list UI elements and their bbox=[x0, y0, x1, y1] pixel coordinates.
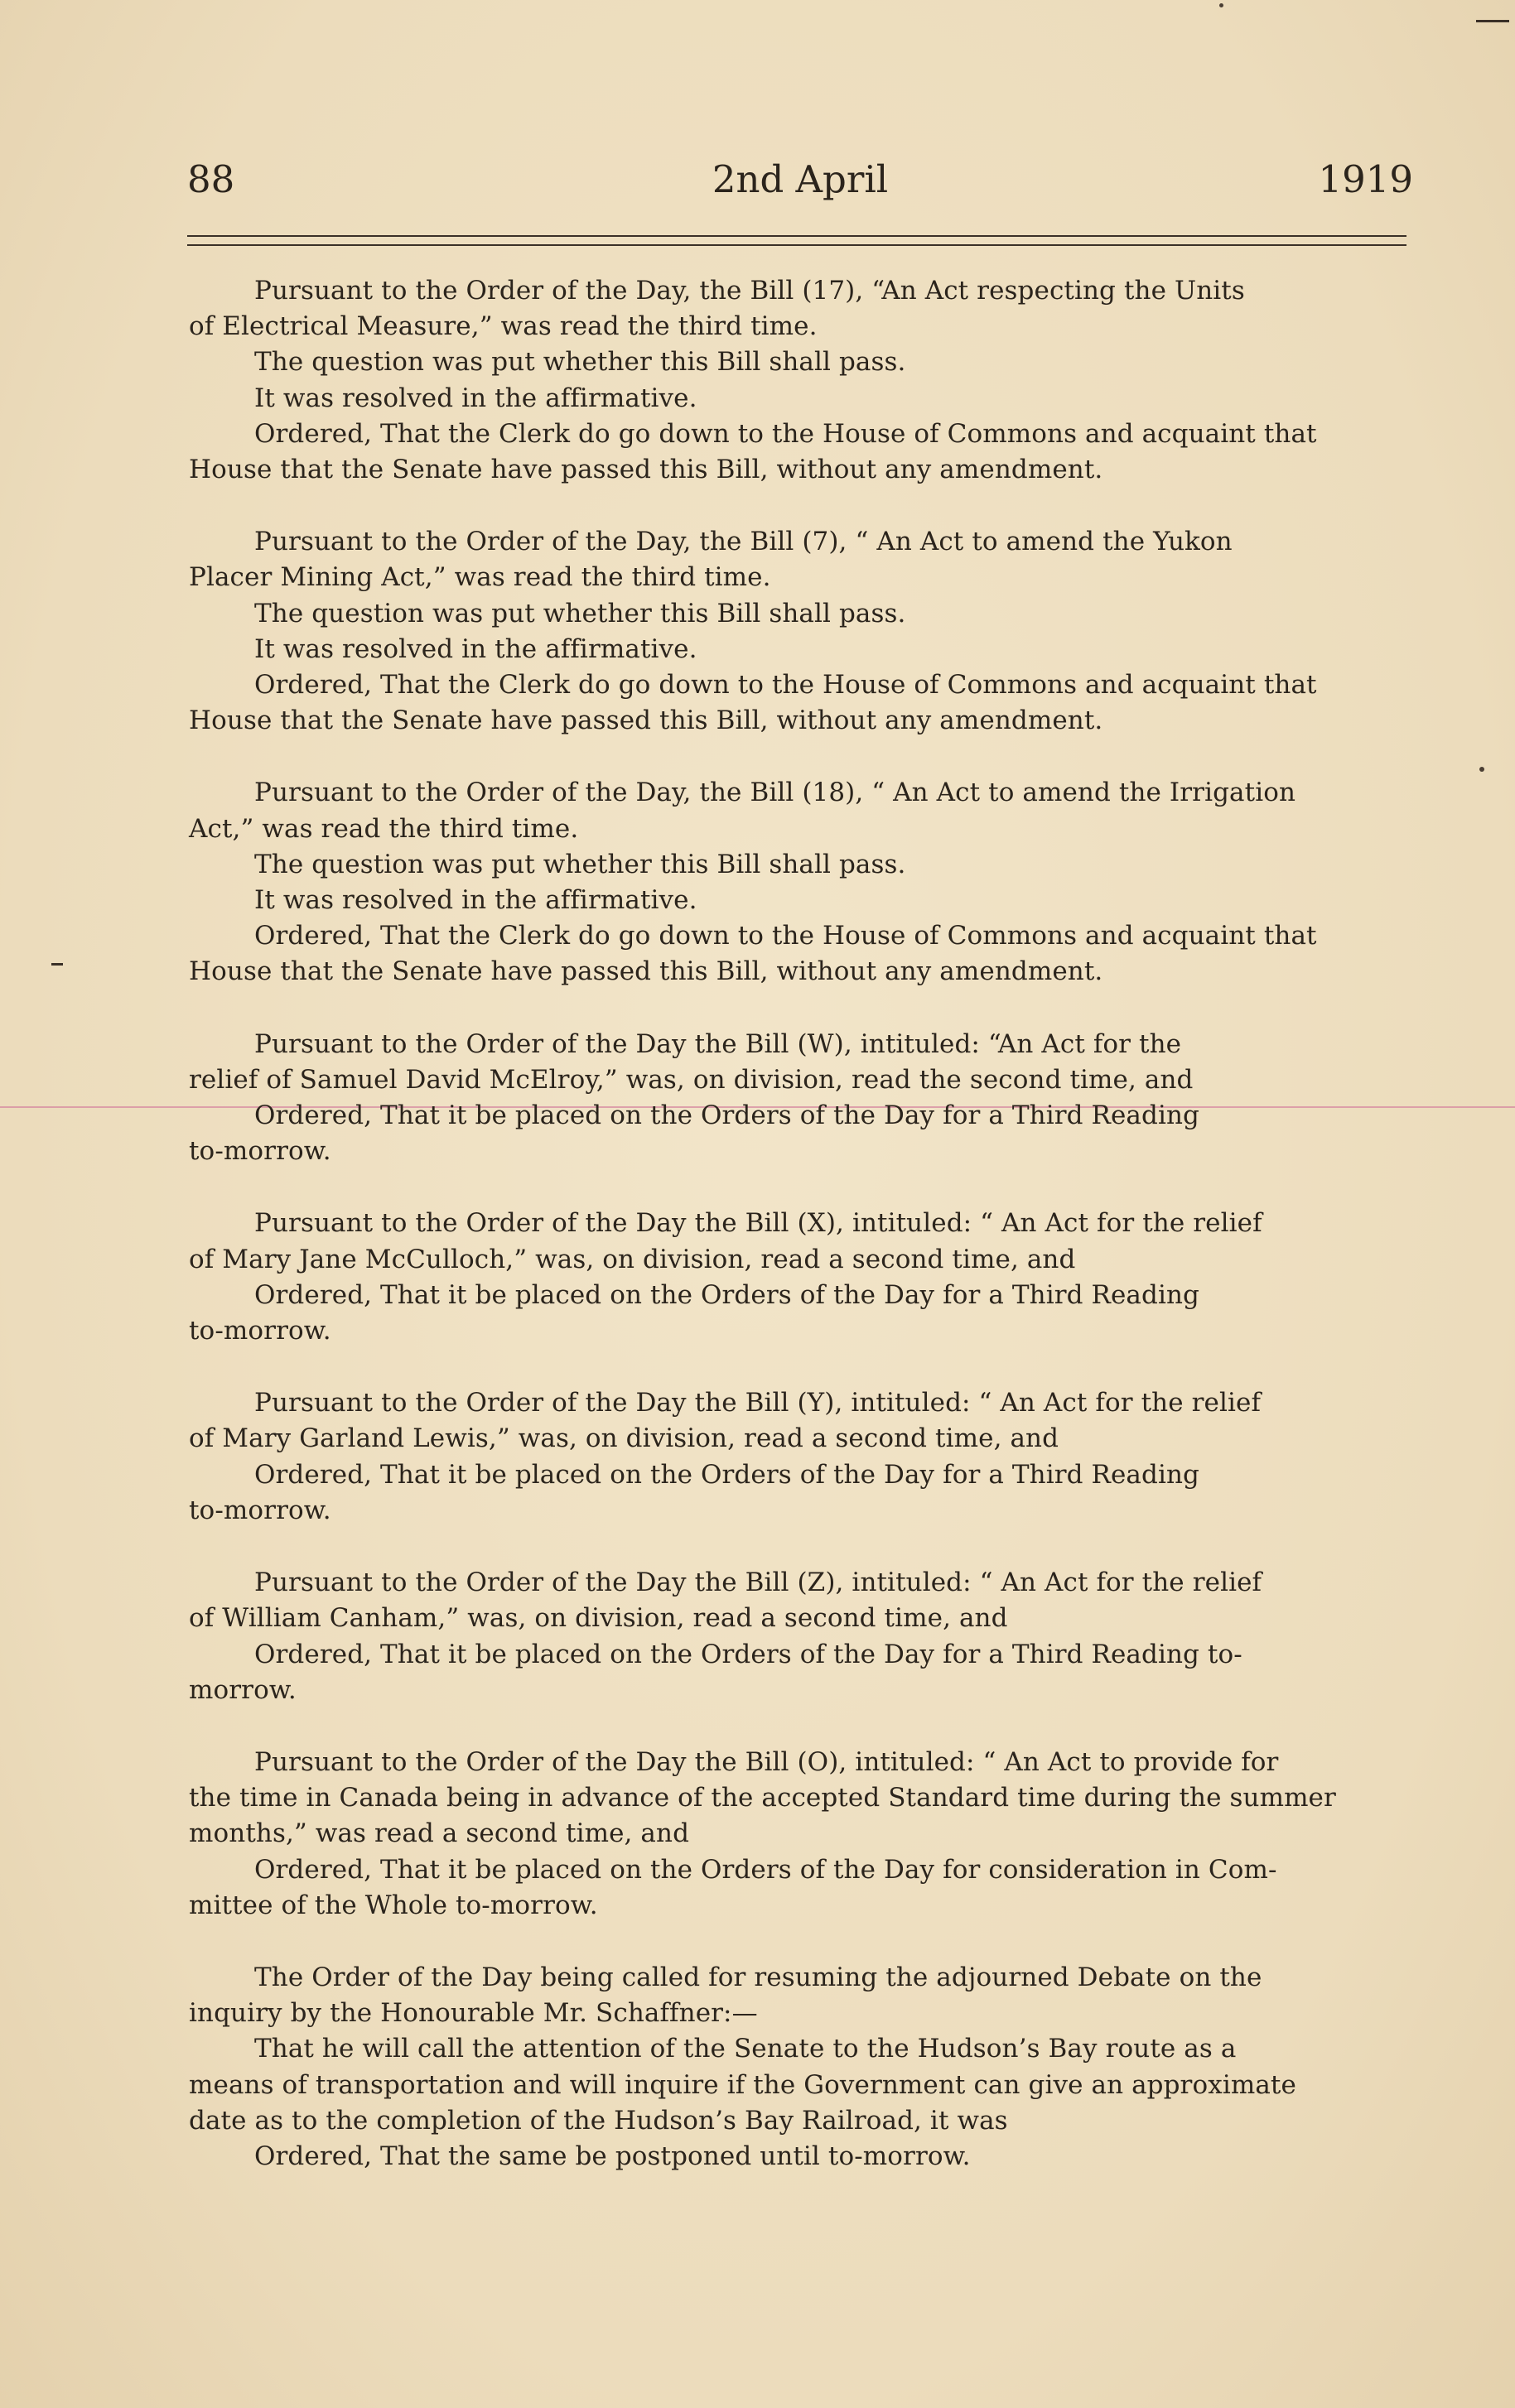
text-line: Pursuant to the Order of the Day, the Bill (17), “An Act respecting the Units bbox=[254, 276, 1245, 306]
text-line: It was resolved in the affirmative. bbox=[254, 885, 697, 916]
text-line: Ordered, That the Clerk do go down to the House of Commons and acquaint that bbox=[254, 921, 1317, 951]
text-line: of Mary Garland Lewis,” was, on division, read a second time, and bbox=[189, 1423, 1059, 1454]
text-line: House that the Senate have passed this Bill, without any amendment. bbox=[189, 706, 1103, 736]
journal-entry bbox=[189, 1960, 1413, 2174]
journal-entry bbox=[189, 1565, 1413, 1708]
entry-paragraph bbox=[189, 1852, 1413, 1924]
journal-entry bbox=[189, 1385, 1413, 1529]
text-line: to-morrow. bbox=[189, 1495, 331, 1525]
journal-entry bbox=[189, 1745, 1413, 1924]
text-line: Pursuant to the Order of the Day the Bill (Y), intituled: “ An Act for the relief bbox=[254, 1388, 1262, 1418]
text-line: mittee of the Whole to-morrow. bbox=[189, 1890, 598, 1920]
entry-paragraph bbox=[189, 2139, 1413, 2174]
entry-paragraph bbox=[189, 1565, 1413, 1636]
margin-mark bbox=[1476, 20, 1509, 22]
text-line: Pursuant to the Order of the Day the Bill (Z), intituled: “ An Act for the relief bbox=[254, 1568, 1262, 1598]
entry-paragraph bbox=[189, 1027, 1413, 1098]
journal-entry bbox=[189, 1206, 1413, 1349]
text-line: Ordered, That it be placed on the Orders of the Day for a Third Reading to- bbox=[254, 1639, 1242, 1669]
entry-paragraph bbox=[189, 524, 1413, 595]
text-line: Ordered, That it be placed on the Orders of the Day for a Third Reading bbox=[254, 1459, 1199, 1490]
entry-paragraph bbox=[189, 2031, 1413, 2139]
text-line: months,” was read a second time, and bbox=[189, 1818, 690, 1849]
entry-paragraph bbox=[189, 918, 1413, 990]
entry-paragraph bbox=[189, 1206, 1413, 1277]
entry-paragraph bbox=[189, 883, 1413, 918]
text-line: Ordered, That the same be postponed until to-morrow. bbox=[254, 2141, 971, 2171]
text-line: of Mary Jane McCulloch,” was, on division, read a second time, and bbox=[189, 1244, 1076, 1274]
text-line: means of transportation and will inquire if the Government can give an approximate bbox=[189, 2069, 1296, 2100]
text-line: morrow. bbox=[189, 1674, 297, 1705]
text-line: Placer Mining Act,” was read the third time. bbox=[189, 562, 771, 593]
entry-paragraph bbox=[189, 1745, 1413, 1852]
entry-paragraph bbox=[189, 417, 1413, 488]
text-line: to-morrow. bbox=[189, 1316, 331, 1346]
text-line: The Order of the Day being called for resuming the adjourned Debate on the bbox=[254, 1962, 1262, 1992]
journal-entry bbox=[189, 775, 1413, 990]
entry-paragraph bbox=[189, 1098, 1413, 1169]
text-line: inquiry by the Honourable Mr. Schaffner:— bbox=[189, 1998, 758, 2029]
header-rule-top bbox=[187, 235, 1406, 237]
header-rule-bottom bbox=[187, 244, 1406, 246]
text-line: date as to the completion of the Hudson’s Bay Railroad, it was bbox=[189, 2105, 1008, 2136]
text-line: to-morrow. bbox=[189, 1136, 331, 1167]
text-line: Pursuant to the Order of the Day, the Bill (18), “ An Act to amend the Irrigation bbox=[254, 778, 1296, 808]
text-line: Pursuant to the Order of the Day, the Bill (7), “ An Act to amend the Yukon bbox=[254, 527, 1233, 557]
journal-entry bbox=[189, 273, 1413, 488]
text-line: Ordered, That it be placed on the Orders of the Day for a Third Reading bbox=[254, 1279, 1199, 1310]
entry-paragraph bbox=[189, 1278, 1413, 1349]
entry-paragraph bbox=[189, 1960, 1413, 2031]
entry-paragraph bbox=[189, 596, 1413, 632]
text-line: The question was put whether this Bill shall pass. bbox=[254, 598, 906, 628]
entry-paragraph bbox=[189, 775, 1413, 846]
journal-entry bbox=[189, 1027, 1413, 1170]
text-line: Ordered, That the Clerk do go down to the House of Commons and acquaint that bbox=[254, 418, 1317, 449]
page-date: 2nd April bbox=[712, 157, 889, 201]
journal-body bbox=[189, 273, 1413, 2211]
text-line: the time in Canada being in advance of the accepted Standard time during the summer bbox=[189, 1783, 1336, 1813]
text-line: That he will call the attention of the Senate to the Hudson’s Bay route as a bbox=[254, 2034, 1237, 2064]
entry-paragraph bbox=[189, 847, 1413, 883]
text-line: relief of Samuel David McElroy,” was, on division, read the second time, and bbox=[189, 1064, 1194, 1095]
entry-paragraph bbox=[189, 1637, 1413, 1708]
text-line: of Electrical Measure,” was read the third time. bbox=[189, 311, 818, 342]
text-line: of William Canham,” was, on division, read a second time, and bbox=[189, 1603, 1008, 1634]
text-line: Ordered, That the Clerk do go down to the House of Commons and acquaint that bbox=[254, 670, 1317, 701]
entry-paragraph bbox=[189, 381, 1413, 417]
text-line: House that the Senate have passed this Bill, without any amendment. bbox=[189, 455, 1103, 485]
text-line: Ordered, That it be placed on the Orders of the Day for consideration in Com- bbox=[254, 1854, 1277, 1885]
ink-speck bbox=[1479, 767, 1484, 772]
margin-mark bbox=[51, 963, 63, 966]
entry-paragraph bbox=[189, 632, 1413, 667]
page-year: 1919 bbox=[1318, 157, 1413, 201]
page-number: 88 bbox=[187, 157, 235, 201]
text-line: Pursuant to the Order of the Day the Bill (O), intituled: “ An Act to provide for bbox=[254, 1746, 1279, 1777]
entry-paragraph bbox=[189, 667, 1413, 739]
text-line: The question was put whether this Bill shall pass. bbox=[254, 849, 906, 879]
text-line: The question was put whether this Bill shall pass. bbox=[254, 347, 906, 378]
text-line: House that the Senate have passed this Bill, without any amendment. bbox=[189, 956, 1103, 987]
page-header bbox=[187, 151, 1413, 209]
journal-entry bbox=[189, 524, 1413, 739]
text-line: It was resolved in the affirmative. bbox=[254, 383, 697, 413]
text-line: It was resolved in the affirmative. bbox=[254, 633, 697, 664]
entry-paragraph bbox=[189, 1385, 1413, 1457]
text-line: Pursuant to the Order of the Day the Bill (W), intituled: “An Act for the bbox=[254, 1028, 1182, 1059]
text-line: Act,” was read the third time. bbox=[189, 813, 579, 844]
text-line: Pursuant to the Order of the Day the Bill (X), intituled: “ An Act for the relief bbox=[254, 1208, 1262, 1239]
entry-paragraph bbox=[189, 344, 1413, 380]
text-line: Ordered, That it be placed on the Orders of the Day for a Third Reading bbox=[254, 1100, 1199, 1131]
entry-paragraph bbox=[189, 1457, 1413, 1529]
ink-speck bbox=[1219, 3, 1223, 7]
entry-paragraph bbox=[189, 273, 1413, 344]
